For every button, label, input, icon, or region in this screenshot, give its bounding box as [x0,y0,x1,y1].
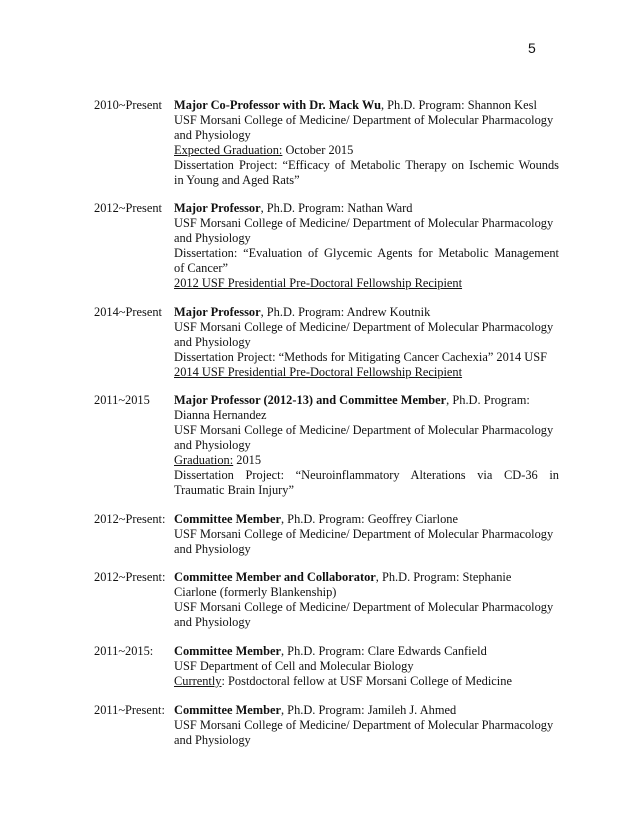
entry-role: Major Professor [174,304,261,319]
entry-institution-cont: and Physiology [174,127,251,142]
entry-institution: USF Morsani College of Medicine/ Department of Molecular Pharmacology [174,526,554,541]
entry-date: 2012~Present: [94,570,166,585]
entry-program: , Ph.D. Program: Nathan Ward [260,201,413,216]
entry-role: Committee Member and Collaborator [174,570,376,585]
dissertation-line-cont: in Young and Aged Rats” [174,172,300,187]
entry-role: Committee Member [174,511,281,526]
mentorship-entry [94,570,559,630]
mentorship-entry [94,393,559,497]
fellowship-award: 2014 USF Presidential Pre-Doctoral Fellowship Recipient [174,364,463,379]
graduation-label: Expected Graduation: [174,142,283,157]
entry-date: 2010~Present [94,98,162,112]
mentorship-entry [94,98,559,187]
entry-institution: USF Morsani College of Medicine/ Department of Molecular Pharmacology [174,112,554,127]
dissertation-line: Dissertation: “Evaluation of Glycemic Agents for Metabolic Management [174,246,559,261]
entry-program: , Ph.D. Program: [446,393,530,408]
entry-institution: USF Morsani College of Medicine/ Department of Molecular Pharmacology [174,600,554,615]
entry-role: Major Co-Professor with Dr. Mack Wu [174,98,381,112]
current-label: Currently [174,673,222,688]
entry-role: Committee Member [174,644,281,659]
entry-date: 2012~Present [94,201,162,216]
graduation-label: Graduation: [174,453,234,468]
mentorship-entry [94,512,559,557]
entry-program: , Ph.D. Program: Stephanie [375,570,512,585]
entry-program: , Ph.D. Program: Andrew Koutnik [260,304,431,319]
current-value: : Postdoctoral fellow at USF Morsani College of Medicine [221,673,512,688]
entry-institution: USF Morsani College of Medicine/ Department of Molecular Pharmacology [174,319,554,334]
entry-role: Committee Member [174,702,281,717]
entry-role: Major Professor (2012-13) and Committee Member [174,393,447,408]
graduation-value: 2015 [233,453,262,468]
dissertation-line-cont: Traumatic Brain Injury” [174,482,294,497]
entry-institution-cont: and Physiology [174,615,251,630]
entry-program: , Ph.D. Program: Clare Edwards Canfield [280,644,487,659]
entry-role: Major Professor [174,201,261,216]
entry-institution: USF Morsani College of Medicine/ Department of Molecular Pharmacology [174,216,554,231]
mentorship-entry [94,305,559,380]
entry-date: 2014~Present [94,304,162,319]
mentorship-entry [94,644,559,689]
page-number: 5 [528,40,536,56]
fellowship-award: 2012 USF Presidential Pre-Doctoral Fellowship Recipient [174,275,463,290]
entry-institution: USF Department of Cell and Molecular Biology [174,659,414,673]
entry-institution-cont: and Physiology [174,732,251,747]
entry-program: , Ph.D. Program: Jamileh J. Ahmed [280,702,457,717]
mentorship-entry [94,201,559,290]
entry-institution-cont: and Physiology [174,231,251,246]
entry-program: , Ph.D. Program: Geoffrey Ciarlone [280,511,458,526]
entry-program: , Ph.D. Program: Shannon Kesl [380,98,537,112]
entry-institution-cont: and Physiology [174,438,251,453]
entry-date: 2011~2015 [94,393,150,408]
entry-date: 2012~Present: [94,511,166,526]
dissertation-line: Dissertation Project: “Efficacy of Metabolic Therapy on Ischemic Wounds [174,157,559,172]
mentorship-list [94,98,559,762]
entry-date: 2011~2015: [94,644,154,659]
graduation-value: October 2015 [282,142,354,157]
mentorship-entry [94,703,559,748]
entry-institution-cont: and Physiology [174,541,251,556]
entry-institution: USF Morsani College of Medicine/ Department of Molecular Pharmacology [174,423,554,438]
entry-institution-cont: and Physiology [174,334,251,349]
entry-date: 2011~Present: [94,702,165,717]
entry-student-name: Dianna Hernandez [174,408,267,423]
entry-institution: USF Morsani College of Medicine/ Department of Molecular Pharmacology [174,717,554,732]
dissertation-line: Dissertation Project: “Neuroinflammatory Alterations via CD-36 in [174,467,559,482]
entry-student-name: Ciarlone (formerly Blankenship) [174,585,337,600]
dissertation-line: Dissertation Project: “Methods for Mitigating Cancer Cachexia” 2014 USF [174,349,548,364]
dissertation-line-cont: of Cancer” [174,261,229,276]
